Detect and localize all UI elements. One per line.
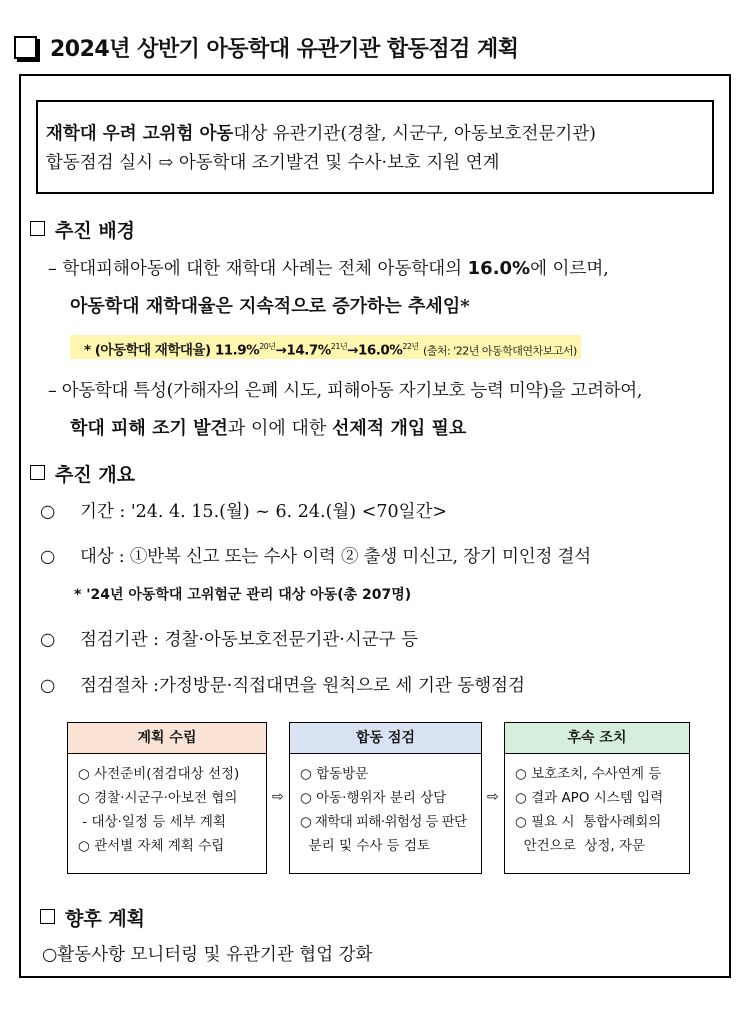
summary-box <box>36 100 714 194</box>
section-background-title: 추진 배경 <box>55 220 136 242</box>
background-item2-mid: 과 이에 대한 <box>227 418 327 439</box>
summary-line2-b: 아동학대 조기발견 및 수사·보호 지원 연계 <box>178 153 500 173</box>
background-item2-line2 <box>70 414 466 440</box>
note-source: (출처: '22년 아동학대연차보고서) <box>422 344 577 358</box>
arrow-icon: → <box>347 342 358 359</box>
background-item1-pct: 16.0% <box>467 258 531 279</box>
note-prefix: * (아동학대 재학대율) <box>84 342 211 359</box>
summary-line-2 <box>46 149 712 178</box>
dash-marker: – <box>48 259 57 279</box>
flow-step-plan <box>67 722 267 874</box>
summary-line-1 <box>46 120 712 149</box>
overview-period <box>40 498 447 523</box>
overview-target <box>40 543 591 568</box>
overview-procedure <box>40 672 525 697</box>
circle-bullet-icon: ○ <box>40 676 56 696</box>
section-future-title: 향후 계획 <box>65 908 146 930</box>
flow-step-plan-line: ○ 관서별 자체 계획 수립 <box>78 838 225 854</box>
circle-bullet-icon: ○ <box>40 630 56 650</box>
recurrence-rate-note <box>70 335 581 359</box>
flow-step-joint-line: ○ 아동·행위자 분리 상담 <box>300 790 447 806</box>
overview-agencies <box>40 626 418 651</box>
summary-bold: 재학대 우려 고위험 아동 <box>46 124 234 144</box>
flow-arrow-icon: ⇨ <box>487 789 499 805</box>
note-year-2: 21년 <box>330 342 348 351</box>
flow-step-plan-line: ○ 사전준비(점검대상 선정) <box>78 766 240 782</box>
overview-agencies-text: 점검기관 : 경찰·아동보호전문기관·시군구 등 <box>80 630 418 650</box>
flow-step-follow-line: ○ 보호조치, 수사연계 등 <box>515 766 662 782</box>
note-year-1: 20년 <box>259 342 276 351</box>
flow-step-joint-line: ○ 재학대 피해·위험성 등 판단 <box>300 814 467 830</box>
flow-step-follow-line: ○ 결과 APO 시스템 입력 <box>515 790 664 806</box>
checkbox-bullet-icon <box>14 36 37 59</box>
overview-period-text: 기간 : '24. 4. 15.(월) ~ 6. 24.(월) <70일간> <box>80 502 448 522</box>
square-bullet-icon <box>40 909 55 924</box>
flow-step-joint-title: 합동 점검 <box>290 723 481 754</box>
square-bullet-icon <box>30 221 45 236</box>
summary-line2-a: 합동점검 실시 <box>46 153 153 173</box>
flow-step-follow-up <box>504 722 690 874</box>
flow-step-joint-line: ○ 합동방문 <box>300 766 369 782</box>
summary-line1-rest: 대상 유관기관(경찰, 시군구, 아동보호전문기관) <box>233 124 596 144</box>
note-value-1: 11.9% <box>214 342 260 359</box>
background-item2-bold-a: 학대 피해 조기 발견 <box>70 418 228 439</box>
flow-step-plan-line: ○ 경찰·시군구·아보전 협의 <box>78 790 238 806</box>
circle-bullet-icon: ○ <box>40 502 56 522</box>
background-item1-line2: 아동학대 재학대율은 지속적으로 증가하는 추세임* <box>70 296 470 317</box>
flow-step-plan-title: 계획 수립 <box>68 723 266 754</box>
section-background-heading <box>30 216 135 243</box>
flow-step-plan-line: - 대상·일정 등 세부 계획 <box>78 814 226 830</box>
note-value-2: 14.7% <box>286 342 331 359</box>
flow-step-follow-title: 후속 조치 <box>505 723 689 754</box>
section-overview-heading <box>30 460 135 487</box>
flow-step-follow-line: 안건으로 상정, 자문 <box>515 838 646 854</box>
background-item2-text: 아동학대 특성(가해자의 은폐 시도, 피해아동 자기보호 능력 미약)을 고려하여, <box>61 381 643 401</box>
note-value-3: 16.0% <box>358 342 403 359</box>
flow-arrow-icon: ⇨ <box>272 789 284 805</box>
flow-step-follow-line: ○ 필요 시 통합사례회의 <box>515 814 662 830</box>
background-item2-bold-c: 선제적 개입 필요 <box>332 418 467 439</box>
overview-procedure-text: 점검절차 :가정방문·직접대면을 원칙으로 세 기관 동행점검 <box>80 676 525 696</box>
arrow-icon: → <box>275 342 287 359</box>
note-year-3: 22년 <box>402 342 419 351</box>
overview-target-text: 대상 : ①반복 신고 또는 수사 이력 ② 출생 미신고, 장기 미인정 결석 <box>80 547 591 567</box>
flow-step-joint-line: 분리 및 수사 등 검토 <box>300 838 431 854</box>
section-overview-title: 추진 개요 <box>55 464 136 486</box>
overview-target-note: * '24년 아동학대 고위험군 관리 대상 아동(총 207명) <box>74 587 412 603</box>
flow-step-joint-check <box>289 722 482 874</box>
right-arrow-icon: ⇨ <box>158 153 174 173</box>
circle-bullet-icon: ○ <box>40 547 56 567</box>
section-future-heading <box>40 904 145 931</box>
background-item-1 <box>48 255 609 280</box>
future-plan-text: ○활동사항 모니터링 및 유관기관 협업 강화 <box>42 945 373 965</box>
background-item1-tail: 에 이르며, <box>530 259 609 279</box>
background-item-2 <box>48 377 642 402</box>
square-bullet-icon <box>30 465 45 480</box>
dash-marker: – <box>48 381 57 401</box>
background-item1-text: 학대피해아동에 대한 재학대 사례는 전체 아동학대의 <box>62 259 463 279</box>
page-title: 2024년 상반기 아동학대 유관기관 합동점검 계획 <box>50 37 519 62</box>
